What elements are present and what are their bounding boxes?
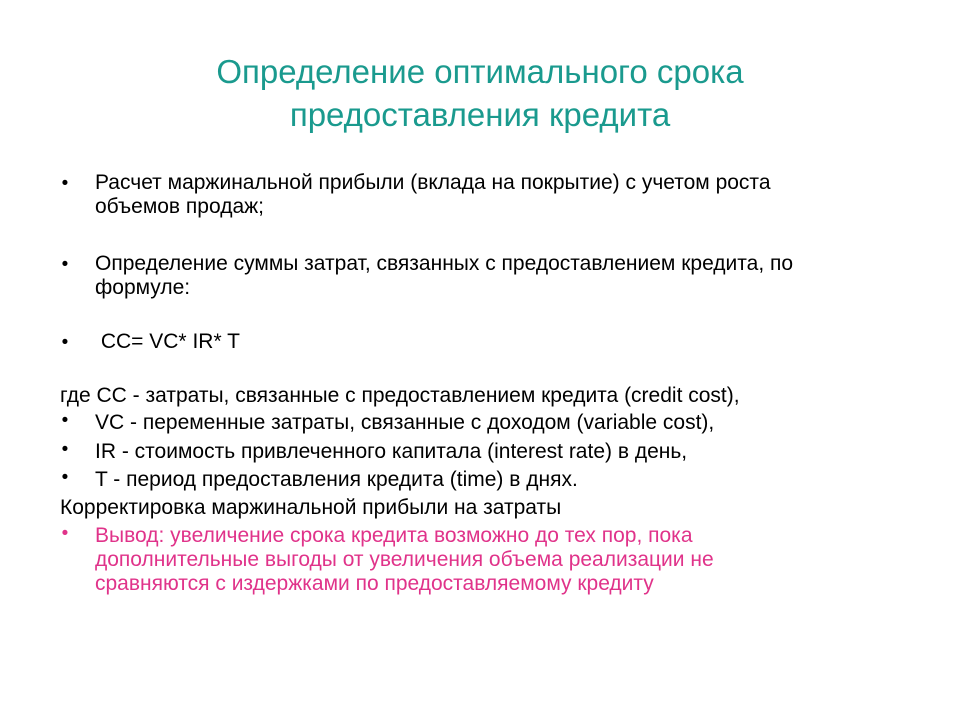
definition-cc-text: где CC - затраты, связанные с предоставлением кредита (credit cost), xyxy=(60,384,740,407)
list-item-text xyxy=(95,411,895,435)
formula: CC= VC* IR* T xyxy=(95,330,240,353)
slide-title-line-2: предоставления кредита xyxy=(289,96,671,133)
definition-t-text: T - период предоставления кредита (time) в днях. xyxy=(95,468,578,491)
definition-text xyxy=(60,384,900,408)
definition-vc-text: VC - переменные затраты, связанные с доходом (variable cost), xyxy=(95,411,715,434)
list-item-text xyxy=(95,171,895,219)
slide-title xyxy=(100,50,860,136)
list-item-line-1: Расчет маржинальной прибыли (вклада на покрытие) с учетом роста xyxy=(95,171,771,194)
formula-text xyxy=(95,330,895,354)
bullet-icon: • xyxy=(61,254,69,275)
slide-title-line-1: Определение оптимального срока xyxy=(216,53,744,90)
conclusion-text xyxy=(95,524,895,596)
adjustment-text-container xyxy=(60,496,900,520)
bullet-icon: • xyxy=(61,410,69,431)
list-item-line-2: формуле: xyxy=(95,276,191,299)
list-item-text xyxy=(95,252,895,300)
list-item-text xyxy=(95,440,895,464)
bullet-icon: • xyxy=(61,467,69,488)
adjustment-text: Корректировка маржинальной прибыли на затраты xyxy=(60,496,562,519)
definition-ir-text: IR - стоимость привлеченного капитала (interest rate) в день, xyxy=(95,440,688,463)
list-item-text xyxy=(95,468,895,492)
conclusion-line-1: Вывод: увеличение срока кредита возможно до тех пор, пока xyxy=(95,524,693,547)
conclusion-line-2: дополнительные выгоды от увеличения объема реализации не xyxy=(95,548,714,571)
bullet-icon: • xyxy=(61,523,69,544)
list-item-line-2: объемов продаж; xyxy=(95,195,265,218)
conclusion-line-3: сравняются с издержками по предоставляемому кредиту xyxy=(95,572,654,595)
list-item-line-1: Определение суммы затрат, связанных с предоставлением кредита, по xyxy=(95,252,794,275)
bullet-icon: • xyxy=(61,332,69,353)
bullet-icon: • xyxy=(61,173,69,194)
bullet-icon: • xyxy=(61,439,69,460)
